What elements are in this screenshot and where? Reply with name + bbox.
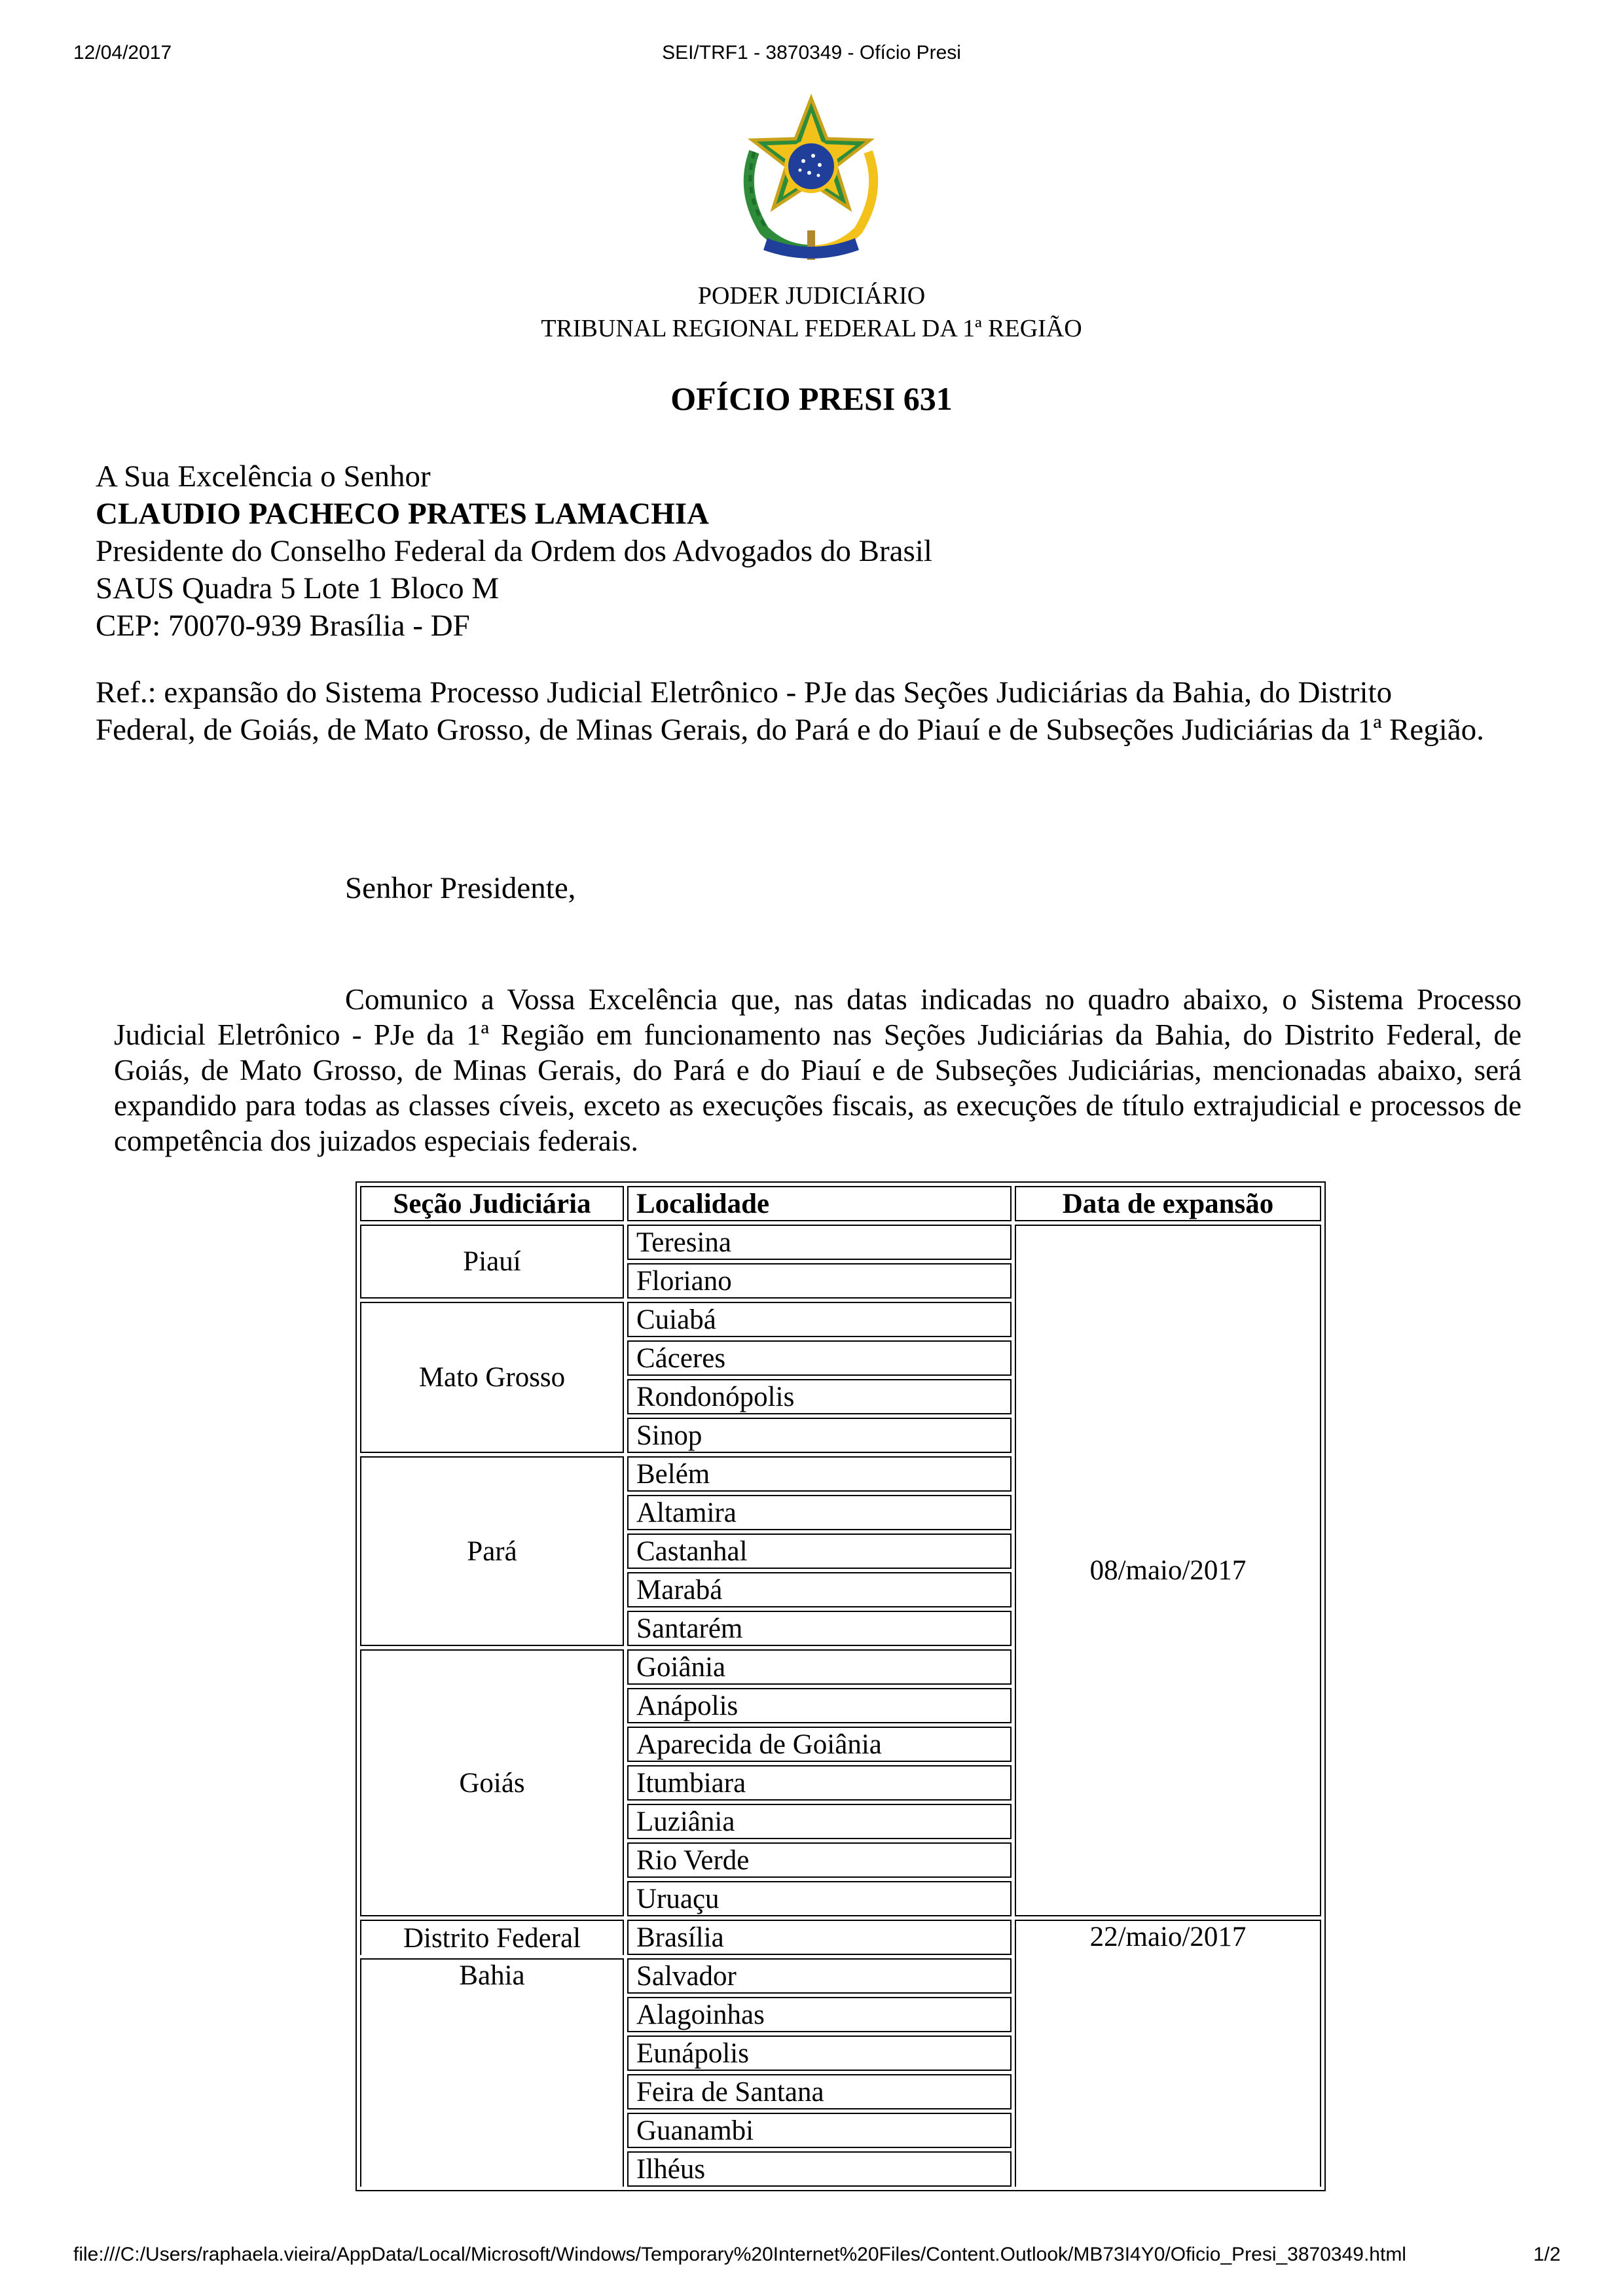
secao-cell: Bahia <box>360 1958 624 2187</box>
org-line-judiciary: PODER JUDICIÁRIO <box>697 282 926 310</box>
print-date: 12/04/2017 <box>73 42 172 63</box>
addressee-block <box>96 458 932 645</box>
expansion-table <box>356 1181 1326 2191</box>
table-header-row <box>360 1186 1321 1221</box>
localidade-cell: Floriano <box>627 1263 1012 1299</box>
localidade-cell: Cuiabá <box>627 1302 1012 1337</box>
localidade-cell: Teresina <box>627 1225 1012 1260</box>
addressee-role: Presidente do Conselho Federal da Ordem dos Advogados do Brasil <box>96 534 932 568</box>
localidade-cell: Castanhal <box>627 1534 1012 1569</box>
localidade-cell: Goiânia <box>627 1649 1012 1685</box>
secao-cell: Goiás <box>360 1649 624 1916</box>
localidade-cell: Luziânia <box>627 1804 1012 1839</box>
localidade-cell: Aparecida de Goiânia <box>627 1727 1012 1762</box>
localidade-cell: Eunápolis <box>627 2036 1012 2071</box>
localidade-cell: Guanambi <box>627 2113 1012 2148</box>
addressee-name: CLAUDIO PACHECO PRATES LAMACHIA <box>96 497 709 531</box>
localidade-cell: Cáceres <box>627 1340 1012 1376</box>
localidade-cell: Marabá <box>627 1572 1012 1607</box>
header-secao: Seção Judiciária <box>360 1186 624 1221</box>
addressee-address: SAUS Quadra 5 Lote 1 Bloco M <box>96 571 500 605</box>
date-cell: 08/maio/2017 <box>1015 1225 1321 1916</box>
reference-subject: Ref.: expansão do Sistema Processo Judicial Eletrônico - PJe das Seções Judiciárias da Bahia, do Distrito Federal, de Goiás, de Mato Grosso, de Minas Gerais, do Pará e do Piauí e de Subseções Judiciárias da 1ª Região. <box>96 675 1484 747</box>
localidade-cell: Sinop <box>627 1418 1012 1453</box>
secao-cell: Distrito Federal <box>360 1920 624 1955</box>
localidade-cell: Altamira <box>627 1495 1012 1530</box>
localidade-cell: Ilhéus <box>627 2151 1012 2187</box>
secao-cell: Mato Grosso <box>360 1302 624 1453</box>
document-title: OFÍCIO PRESI 631 <box>670 380 953 417</box>
localidade-cell: Salvador <box>627 1958 1012 1994</box>
salutation: Senhor Presidente, <box>345 871 576 905</box>
localidade-cell: Feira de Santana <box>627 2074 1012 2109</box>
print-page-title: SEI/TRF1 - 3870349 - Ofício Presi <box>662 42 961 63</box>
secao-cell: Piauí <box>360 1225 624 1299</box>
localidade-cell: Belém <box>627 1456 1012 1492</box>
localidade-cell: Rondonópolis <box>627 1379 1012 1414</box>
date-cell: 22/maio/2017 <box>1015 1920 1321 2187</box>
localidade-cell: Itumbiara <box>627 1765 1012 1801</box>
print-file-path: file:///C:/Users/raphaela.vieira/AppData/Local/Microsoft/Windows/Temporary%20Internet%20Files/Content.Outlook/MB73I4Y0/Oficio_Presi_3870349.html <box>73 2244 1406 2265</box>
localidade-cell: Alagoinhas <box>627 1997 1012 2032</box>
org-line-tribunal: TRIBUNAL REGIONAL FEDERAL DA 1ª REGIÃO <box>541 315 1082 342</box>
localidade-cell: Uruaçu <box>627 1881 1012 1916</box>
addressee-greeting: A Sua Excelência o Senhor <box>96 459 431 493</box>
localidade-cell: Anápolis <box>627 1688 1012 1723</box>
header-data: Data de expansão <box>1015 1186 1321 1221</box>
print-page-number: 1/2 <box>1533 2244 1561 2265</box>
localidade-cell: Brasília <box>627 1920 1012 1955</box>
localidade-cell: Rio Verde <box>627 1842 1012 1878</box>
body-paragraph: Comunico a Vossa Excelência que, nas datas indicadas no quadro abaixo, o Sistema Processo Judicial Eletrônico - PJe da 1ª Região em funcionamento nas Seções Judiciárias da Bahia, do Distrito Federal, de Goiás, de Mato Grosso, de Minas Gerais, do Pará e do Piauí e de Subseções Judiciárias, mencionadas abaixo, será expandido para todas as classes cíveis, exceto as execuções fiscais, as execuções de título extrajudicial e processos de competência dos juizados especiais federais. <box>114 983 1522 1157</box>
secao-cell: Pará <box>360 1456 624 1646</box>
coat-of-arms-of-brazil-icon <box>728 93 894 268</box>
localidade-cell: Santarém <box>627 1611 1012 1646</box>
table-row <box>360 1225 1321 1260</box>
header-localidade: Localidade <box>627 1186 1012 1221</box>
table-row <box>360 1920 1321 1955</box>
addressee-cep: CEP: 70070-939 Brasília - DF <box>96 609 470 643</box>
